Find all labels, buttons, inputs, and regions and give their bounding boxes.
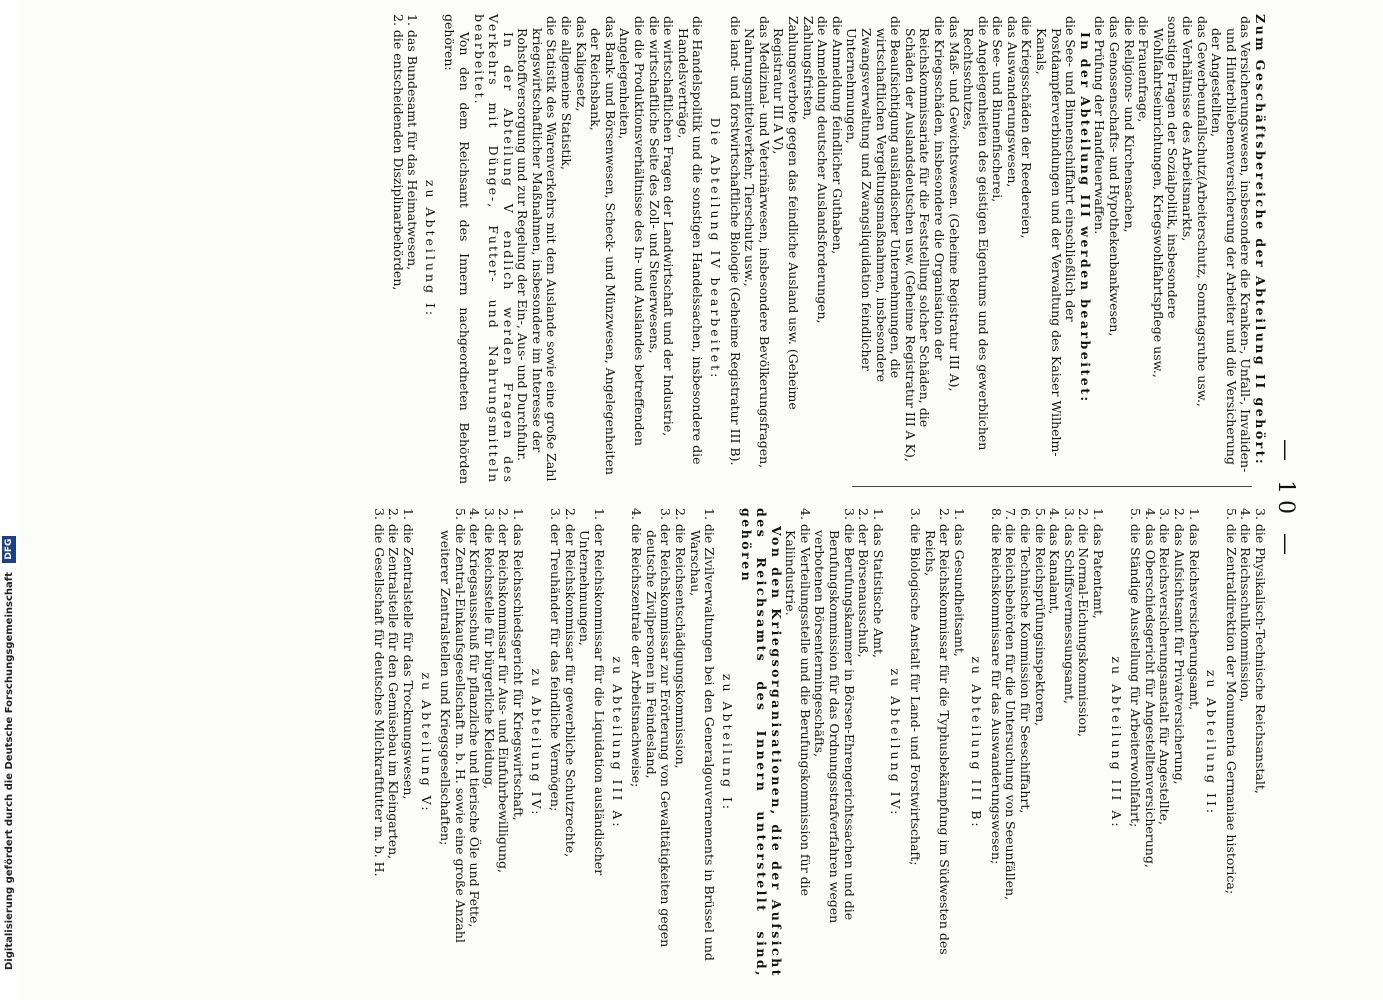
numbered-item: 2. der Reichskommissar für Aus- und Einfuhrbewilligung, <box>496 508 512 873</box>
numbered-item: 1. das Reichsschiedsgericht für Kriegswirtschaft, <box>511 508 527 821</box>
numbered-item: 4. die Verteilungsstelle und die Berufungskommission für die Kaliindustrie. <box>783 508 813 897</box>
numbered-item: 2. die Zentralstelle für den Gemüsebau im Kleingarten, <box>386 508 402 860</box>
abt5-text: In der Abteilung V endlich werden Fragen des Verkehrs mit Dünge-, Futter- und Nahrungsmitteln bearbeitet. <box>471 14 516 484</box>
abt4-list <box>515 14 705 484</box>
top-list <box>1223 508 1267 978</box>
list-item: die Frauenfrage, <box>1136 16 1152 123</box>
numbered-item: 3. die Gesellschaft für deutsches Milchkraftfutter m. b. H. <box>371 508 387 877</box>
zu-abt5-heading: zu Abteilung V: <box>418 672 434 814</box>
list-item: das Auswanderungswesen, <box>1004 16 1020 188</box>
numbered-item: 5. die Zentraldirektion der Monumenta Germaniae historica; <box>1223 508 1239 895</box>
zu-abt3a-list-2 <box>548 508 606 978</box>
abt2-intro: Zum Geschäftsbereiche der Abteilung II gehört: <box>1253 14 1268 467</box>
left-column <box>390 14 1267 484</box>
numbered-item: 5. die Reichsprüfungsinspektoren, <box>1032 508 1048 727</box>
list-item: das Kaligesetz, <box>573 16 589 112</box>
list-item: die Prüfung der Handfeuerwaffen. <box>1092 16 1108 235</box>
numbered-item: 3. der Reichskommissar zur Erörterung von Gewalttätigkeiten gegen deutsche Zivilpersonen in Feindesland, <box>643 508 674 948</box>
footer-text-rotated <box>2 0 18 1000</box>
list-item: die Statistik des Warenverkehrs mit dem Auslande sowie eine große Zahl kriegswirtschaftlicher Maßnahmen, insbesondere im Interesse der Rohstoffversorgung und zur Regelung der Ein-, Aus- und Durchfuhr. <box>515 16 560 482</box>
numbered-item: 3. der Treuhänder für das feindliche Vermögen; <box>548 508 564 812</box>
list-item: Zahlungsfristen, <box>800 16 816 121</box>
zu-abt3b-list <box>907 508 965 978</box>
numbered-item: 1. das Gesundheitsamt, <box>951 508 967 657</box>
numbered-item: 2. der Reichskommissar für die Typhusbekämpfung im Südwesten des Reichs, <box>922 508 953 955</box>
digitization-footer <box>0 0 20 1000</box>
zu-abt3b-heading: zu Abteilung III B: <box>969 656 985 830</box>
zu-abt2-heading: zu Abteilung II: <box>1204 669 1220 817</box>
numbered-item: 2. das Aufsichtsamt für Privatversicherung, <box>1172 508 1188 785</box>
list-item: die Verhältnisse des Arbeitsmarkts, <box>1180 16 1196 242</box>
list-item: die See- und Binnenfischerei, <box>990 16 1006 203</box>
zu-abt1-list-2 <box>629 508 717 978</box>
numbered-item: 7. die Reichsbehörden für die Untersuchung von Seeunfällen, <box>1003 508 1019 901</box>
numbered-item: 1. die Zentralstelle für das Trocknungswesen, <box>400 508 416 800</box>
zu-abt1-list <box>390 14 419 484</box>
right-column <box>371 508 1267 978</box>
subordinate-intro: Von den dem Reichsamt des Innern nachgeordneten Behörden gehören: <box>442 14 472 484</box>
numbered-item: 2. der Börsenausschuß, <box>856 508 872 658</box>
list-item: die Religions- und Kirchensachen, <box>1121 16 1137 233</box>
numbered-item: 6. die Technische Kommission für Seeschiffahrt, <box>1018 508 1034 814</box>
zu-abt1-heading-2: zu Abteilung I: <box>719 673 735 813</box>
zu-abt1-heading: zu Abteilung I: <box>422 179 438 319</box>
list-item: das Maß- und Gewichtswesen. (Geheime Registratur III A), <box>946 16 962 392</box>
numbered-item: 2. der Reichskommissar für gewerbliche Schutzrechte, <box>562 508 578 858</box>
list-item: die Handelspolitik und die sonstigen Handelssachen, insbesondere die Handelsverträge, <box>675 16 706 465</box>
list-item: die Anmeldung feindlicher Guthaben, <box>829 16 845 255</box>
list-item: die Kriegsschäden, insbesondere die Organisation der Reichskommissariate für die Feststellung solcher Schäden, die Schäden der Auslandsdeutschen usw. (Geheime Registratur III A K), <box>902 16 947 462</box>
numbered-item: 1. das Patentamt, <box>1091 508 1107 619</box>
war-org-intro: Von den Kriegsorganisationen, die der Aufsicht des Reichsamts des Innern unterstellt sind, gehören <box>739 508 784 978</box>
numbered-item: 3. das Schiffsvermessungsamt, <box>1061 508 1077 704</box>
list-item: die wirtschaftlichen Fragen der Landwirtschaft und der Industrie, <box>661 16 677 437</box>
numbered-item: 1. die Zivilverwaltungen bei den Generalgouvernements in Brüssel und Warschau, <box>687 508 718 961</box>
zu-abt3a-heading-2: zu Abteilung III A: <box>609 656 625 830</box>
list-item: sonstige Fragen der Sozialpolitik, insbesondere Wohlfahrtseinrichtungen, Kriegswohlfahrtspflege usw., <box>1150 16 1181 378</box>
list-item: das Bank- und Börsenwesen, Scheck- und Münzwesen, Angelegenheiten der Reichsbank, <box>588 16 618 475</box>
zu-abt3a-list <box>988 508 1105 978</box>
zu-abt4-heading: zu Abteilung IV: <box>888 668 904 818</box>
zu-abt4-list-2 <box>438 508 526 978</box>
footer-credit: Digitalisierung gefördert durch die Deutsche Forschungsgemeinschaft <box>4 572 15 970</box>
numbered-item: 3. die Biologische Anstalt für Land- und Forstwirtschaft; <box>907 508 923 866</box>
abt3-intro: In der Abteilung III werden bearbeitet: <box>1077 32 1093 404</box>
numbered-item: 1. der Reichskommissar für die Liquidation ausländischer Unternehmungen, <box>577 508 608 876</box>
list-item: das Medizinal- und Veterinärwesen, insbesondere Bevölkerungsfragen, Nahrungsmittelverkehr, Tierschutz usw., <box>742 16 772 469</box>
numbered-item: 4. das Kanalamt, <box>1047 508 1063 615</box>
abt4-intro: Die Abteilung IV bearbeitet: <box>708 117 724 381</box>
list-item: die land- und forstwirtschaftliche Biologie (Geheime Registratur III B). <box>727 16 743 466</box>
numbered-item: 4. die Reichszentrale der Arbeitsnachweise; <box>629 508 645 788</box>
numbered-item: 3. die Reichsversicherungsanstalt für Angestellte, <box>1157 508 1173 826</box>
list-item: die Angelegenheiten des geistigen Eigentums und des gewerblichen Rechtsschutzes, <box>961 16 991 451</box>
list-item: das Genossenschafts- und Hypothekenbankwesen, <box>1107 16 1123 337</box>
numbered-item: 3. die Physikalisch-Technische Reichsanstalt, <box>1253 508 1268 794</box>
numbered-item: 1. das Statistische Amt, <box>870 508 886 658</box>
numbered-item: 1. das Bundesamt für das Heimatwesen, <box>405 14 421 271</box>
numbered-item: 4. das Oberschiedsgericht für Angestelltenversicherung, <box>1142 508 1158 868</box>
numbered-item: 5. die Ständige Ausstellung für Arbeiterwohlfahrt; <box>1128 508 1144 828</box>
list-item: die See- und Binnenschiffahrt einschließlich der Postdampferverbindungen und der Verwaltung des Kaiser Wilhelm-Kanals, <box>1034 16 1079 457</box>
list-item: die wirtschaftliche Seite des Zoll- und Steuerwesens, <box>646 16 662 354</box>
list-item: die die Produktionsverhältnisse des In- und Auslandes betreffenden Angelegenheiten, <box>617 16 648 446</box>
rotated-page-sheet <box>52 0 1322 1000</box>
numbered-item: 2. die Normal-Eichungskommission, <box>1076 508 1092 738</box>
list-item: die allgemeine Statistik, <box>559 16 575 170</box>
list-item: Zahlungsverbote gegen das feindliche Ausland usw. (Geheime Registratur III A V), <box>771 16 801 410</box>
list-item: die Beaufsichtigung ausländischer Unternehmungen, die wirtschaftlichen Vergeltungsmaßnahmen, insbesondere Zwangsverwaltung und Zwangsliquidation feindlicher Unternehmungen, <box>844 16 904 383</box>
numbered-item: 5. die Zentral-Einkaufsgesellschaft m. b. H. sowie eine große Anzahl weiterer Zentralstellen und Kriegsgesellschaften; <box>438 508 468 943</box>
list-item: die Kriegsschäden der Reedereien, <box>1019 16 1035 239</box>
zu-abt2-list <box>1128 508 1201 978</box>
zu-abt4-heading-2: zu Abteilung IV: <box>528 668 544 818</box>
zu-abt4-list <box>783 508 885 978</box>
page-number: — 10 — <box>1273 439 1298 561</box>
abt3-list <box>727 14 1077 484</box>
numbered-item: 1. das Reichsversicherungsamt, <box>1186 508 1202 711</box>
numbered-item: 4. der Kriegsausschuß für pflanzliche und tierische Öle und Fette, <box>467 508 483 928</box>
zu-abt5-list <box>371 508 415 978</box>
list-item: das Versicherungswesen, insbesondere die Kranken-, Unfall-, Invaliden- und Hinterbliebenenversicherung der Arbeiter und die Versicherung der Angestellten, <box>1209 16 1254 473</box>
abt2-list <box>1092 14 1253 484</box>
list-item: das Gewerbeunfallschutz(Arbeiterschutz, Sonntagsruhe usw., <box>1194 16 1210 407</box>
numbered-item: 8. die Reichskommissare für das Auswanderungswesen; <box>988 508 1004 865</box>
numbered-item: 2. die entscheidenden Disziplinarbehörden, <box>390 14 406 291</box>
list-item: die Anmeldung deutscher Auslandsforderungen, <box>815 16 831 324</box>
numbered-item: 3. die Reichsstelle für bürgerliche Kleidung, <box>481 508 497 789</box>
zu-abt3a-heading: zu Abteilung III A: <box>1108 656 1124 830</box>
numbered-item: 4. die Reichsschulkommission, <box>1238 508 1254 703</box>
numbered-item: 3. die Berufungskammer in Börsen-Ehrengerichtssachen und die Berufungskommission für das Ordnungsstrafverfahren wegen verbotenen Börsentermingeschäfts, <box>812 508 857 924</box>
numbered-item: 2. die Reichsentschädigungskommission, <box>673 508 689 769</box>
dfg-logo: DFG <box>2 536 16 563</box>
column-divider <box>852 486 1252 487</box>
